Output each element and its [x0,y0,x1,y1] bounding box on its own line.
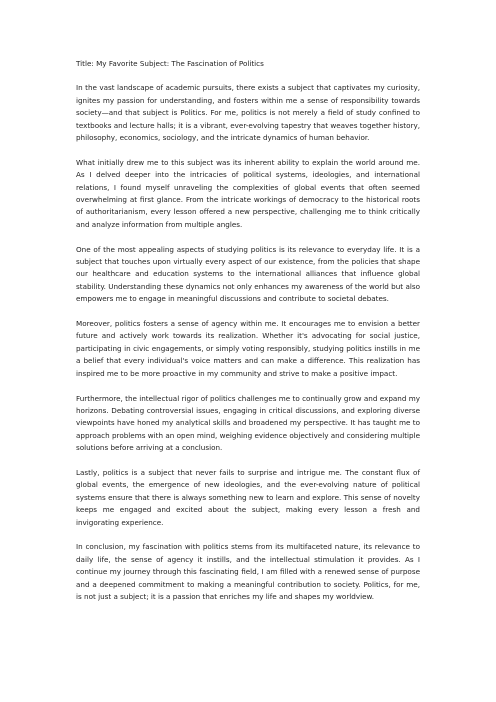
paragraph-novelty: Lastly, politics is a subject that never fails to surprise and intrigue me. The constant flux of global events, the emergence of new ideologies, and the ever-evolving nature of political systems ensure that there is always something new to learn and explore. This sense of novelty keeps me engaged and excited about the subject, making every lesson a fresh and invigorating experience. [76,467,420,527]
document-title: Title: My Favorite Subject: The Fascination of Politics [76,59,264,68]
document-body [76,58,420,616]
paragraph-everyday-relevance: One of the most appealing aspects of studying politics is its relevance to everyday life. It is a subject that touches upon virtually every aspect of our existence, from the policies that shape our healthcare and education systems to the international alliances that influence global stability. Understanding these dynamics not only enhances my awareness of the world but also empowers me to engage in meaningful discussions and contribute to societal debates. [76,244,420,304]
paragraph-sense-of-agency: Moreover, politics fosters a sense of agency within me. It encourages me to envision a better future and actively work towards its realization. Whether it's advocating for social justice, participating in civic engagements, or simply voting responsibly, studying politics instills in me a belief that every individual's voice matters and can make a difference. This realization has inspired me to be more proactive in my community and strive to make a positive impact. [76,319,420,378]
paragraph-conclusion: In conclusion, my fascination with politics stems from its multifaceted nature, its relevance to daily life, the sense of agency it instills, and the intellectual stimulation it provides. As I continue my journey through this fascinating field, I am filled with a renewed sense of purpose and a deepened commitment to making a meaningful contribution to society. Politics, for me, is not just a subject; it is a passion that enriches my life and shapes my worldview. [76,542,420,601]
paragraph-intro: In the vast landscape of academic pursuits, there exists a subject that captivates my curiosity, ignites my passion for understanding, and fosters within me a sense of responsibility towards society—and that subject is Politics. For me, politics is not merely a field of study confined to textbooks and lecture halls; it is a vibrant, ever-evolving tapestry that weaves together history, philosophy, economics, sociology, and the intricate dynamics of human behavior. [76,83,420,143]
paragraph-initial-attraction: What initially drew me to this subject was its inherent ability to explain the world around me. As I delved deeper into the intricacies of political systems, ideologies, and international relations, I found myself unraveling the complexities of global events that often seemed overwhelming at first glance. From the intricate workings of democracy to the historical roots of authoritarianism, every lesson offered a new perspective, challenging me to think critically and analyze information from multiple angles. [76,157,420,229]
paragraph-intellectual-rigor: Furthermore, the intellectual rigor of politics challenges me to continually grow and expand my horizons. Debating controversial issues, engaging in critical discussions, and exploring diverse viewpoints have honed my analytical skills and broadened my perspective. It has taught me to approach problems with an open mind, weighing evidence objectively and considering multiple solutions before arriving at a conclusion. [76,393,420,453]
